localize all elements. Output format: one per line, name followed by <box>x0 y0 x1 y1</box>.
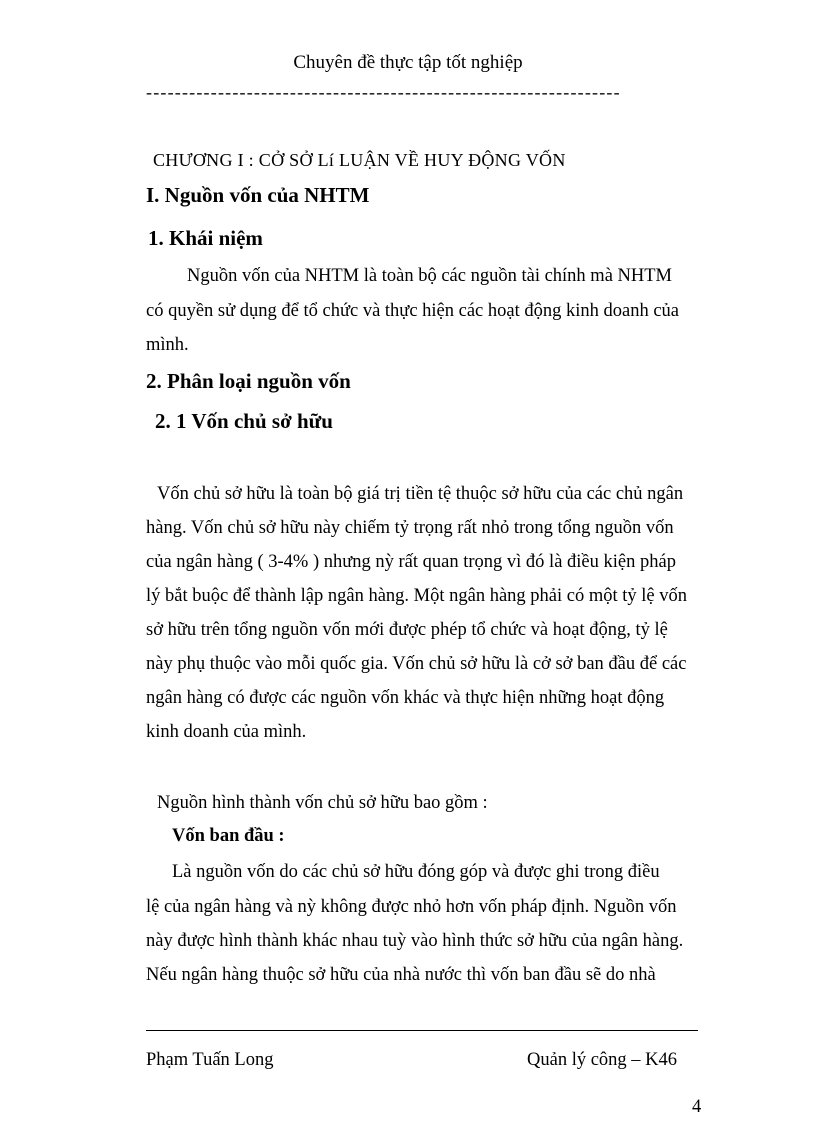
initial-capital-heading: Vốn ban đầu : <box>172 826 285 846</box>
footer-author: Phạm Tuấn Long <box>146 1050 274 1070</box>
header-separator: ------------------------------------------------------------------ <box>146 82 621 102</box>
subsection-heading-1: 1. Khái niệm <box>148 226 263 250</box>
paragraph-line: này được hình thành khác nhau tuỳ vào hình thức sở hữu của ngân hàng. <box>146 931 684 951</box>
page-number: 4 <box>692 1097 702 1117</box>
paragraph-line: mình. <box>146 335 189 355</box>
paragraph-line: Nguồn hình thành vốn chủ sở hữu bao gồm : <box>157 793 488 813</box>
paragraph-line: lý bắt buộc để thành lập ngân hàng. Một ngân hàng phải có một tỷ lệ vốn <box>146 586 688 606</box>
paragraph-line: hàng. Vốn chủ sở hữu này chiếm tỷ trọng rất nhỏ trong tổng nguồn vốn <box>146 518 674 538</box>
subsection-heading-2-1: 2. 1 Vốn chủ sở hữu <box>155 409 333 433</box>
subsection-heading-2: 2. Phân loại nguồn vốn <box>146 369 351 393</box>
paragraph-line: của ngân hàng ( 3-4% ) nhưng nỳ rất quan trọng vì đó là điều kiện pháp <box>146 552 676 572</box>
paragraph-line: Vốn chủ sở hữu là toàn bộ giá trị tiền tệ thuộc sở hữu của các chủ ngân <box>157 484 684 504</box>
paragraph-line: lệ của ngân hàng và nỳ không được nhỏ hơn vốn pháp định. Nguồn vốn <box>146 897 677 917</box>
paragraph-line: Nếu ngân hàng thuộc sở hữu của nhà nước thì vốn ban đầu sẽ do nhà <box>146 965 656 985</box>
paragraph-line: sở hữu trên tổng nguồn vốn mới được phép tổ chức và hoạt động, tỷ lệ <box>146 620 668 640</box>
page-header-title: Chuyên đề thực tập tốt nghiệp <box>293 52 523 73</box>
paragraph-line: ngân hàng có được các nguồn vốn khác và thực hiện những hoạt động <box>146 688 665 708</box>
paragraph-line: này phụ thuộc vào mỗi quốc gia. Vốn chủ sở hữu là cở sở ban đầu để các <box>146 654 687 674</box>
paragraph-line: có quyền sử dụng để tổ chức và thực hiện các hoạt động kinh doanh của <box>146 301 680 321</box>
footer-rule <box>146 1030 698 1031</box>
section-heading-1: I. Nguồn vốn của NHTM <box>146 183 370 207</box>
paragraph-line: Là nguồn vốn do các chủ sở hữu đóng góp và được ghi trong điều <box>172 862 660 882</box>
paragraph-line: kinh doanh của mình. <box>146 722 307 742</box>
footer-class: Quản lý công – K46 <box>527 1050 678 1070</box>
chapter-title: CHƯƠNG I : CỞ SỞ Lí LUẬN VỀ HUY ĐỘNG VỐN <box>153 150 566 170</box>
paragraph-line: Nguồn vốn của NHTM là toàn bộ các nguồn tài chính mà NHTM <box>187 266 673 286</box>
